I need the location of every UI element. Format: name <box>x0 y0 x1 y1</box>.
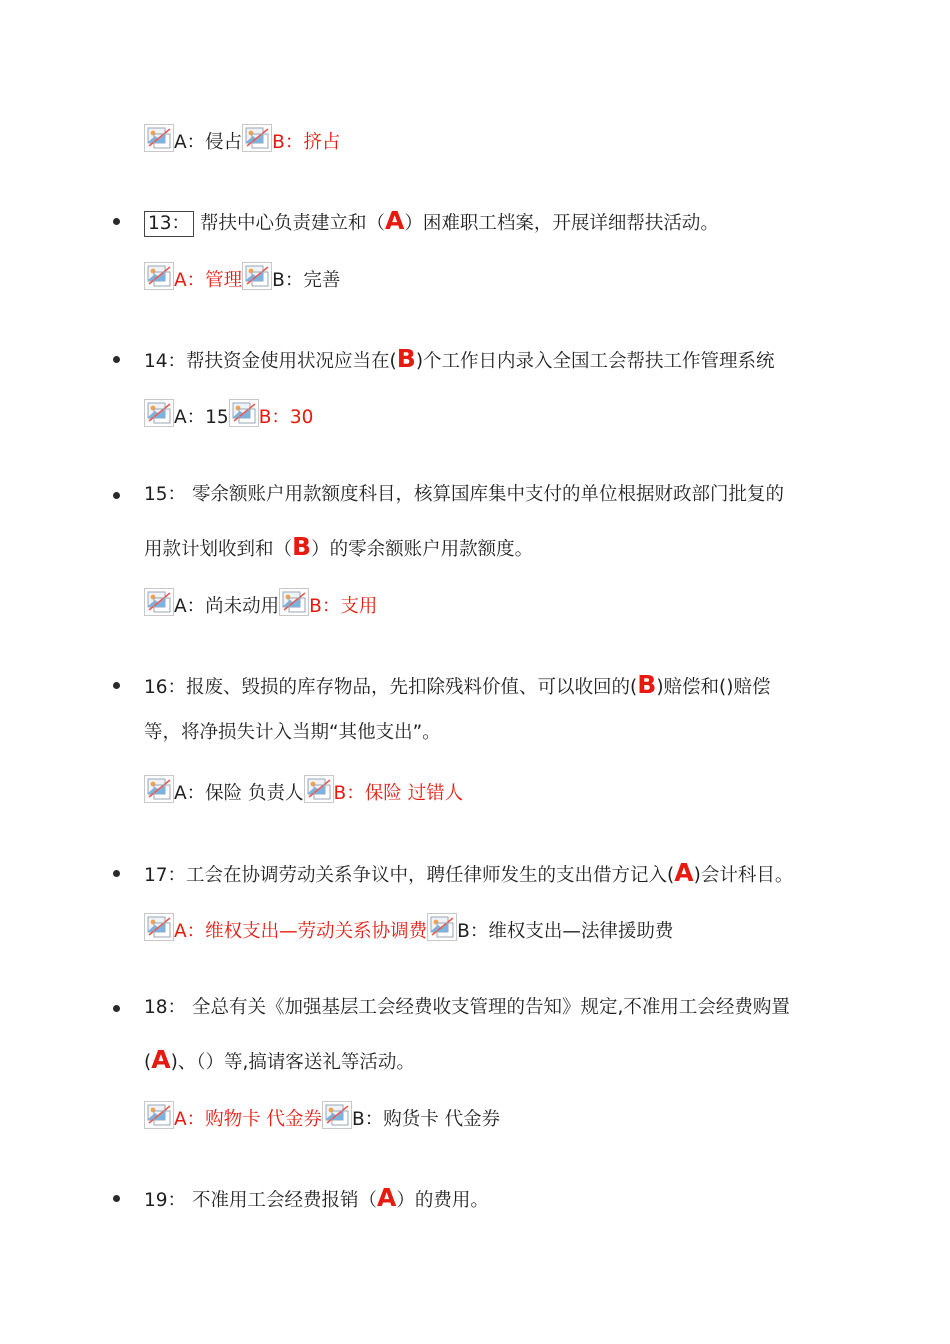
question-number: 15： <box>144 484 187 505</box>
question-number: 14： <box>144 351 187 372</box>
bullet <box>113 1195 120 1202</box>
question-text-before: 用款计划收到和（ <box>144 539 293 560</box>
option-b: B：挤占 <box>272 132 341 153</box>
option-a: A：维权支出—劳动关系协调费 <box>174 921 428 942</box>
q13-options <box>144 262 340 296</box>
bullet <box>113 492 120 499</box>
question-19 <box>144 1183 489 1216</box>
option-b: B：支用 <box>309 596 378 617</box>
option-a: A：管理 <box>174 270 243 291</box>
question-text: 零余额账户用款额度科目，核算国库集中支付的单位根据财政部门批复的 <box>191 484 784 505</box>
broken-image-icon <box>242 124 272 152</box>
broken-image-glyph <box>146 915 172 939</box>
question-number: 18： <box>144 997 187 1018</box>
question-15-line2 <box>144 532 533 565</box>
broken-image-icon <box>279 588 309 616</box>
question-16-line2 <box>144 718 441 748</box>
broken-image-icon <box>322 1101 352 1129</box>
q15-options <box>144 588 377 622</box>
answer-mark: A <box>376 1183 397 1212</box>
question-text-after: )赔偿和()赔偿 <box>656 677 771 698</box>
question-18-line2 <box>144 1045 415 1078</box>
question-16-line1 <box>144 670 771 703</box>
answer-mark: A <box>674 858 694 887</box>
question-number: 17： <box>144 865 187 886</box>
question-text-before: 帮扶资金使用状况应当在( <box>186 351 397 372</box>
broken-image-icon <box>144 913 174 941</box>
answer-mark: B <box>637 670 657 699</box>
broken-image-glyph <box>231 401 257 425</box>
broken-image-icon <box>242 262 272 290</box>
broken-image-glyph <box>146 777 172 801</box>
question-text-before: 报废、毁损的库存物品，先扣除残料价值、可以收回的( <box>186 677 638 698</box>
option-b: B：维权支出—法律援助费 <box>457 921 674 942</box>
question-text-before: 帮扶中心负责建立和（ <box>199 213 385 234</box>
q16-options <box>144 775 463 809</box>
question-15-line1 <box>144 480 784 510</box>
option-a: A：15 <box>174 407 229 428</box>
question-number: 16： <box>144 677 187 698</box>
question-text: 等，将净损失计入当期“其他支出”。 <box>144 722 441 743</box>
broken-image-glyph <box>146 264 172 288</box>
answer-mark: A <box>151 1045 171 1074</box>
broken-image-glyph <box>324 1103 350 1127</box>
q17-options <box>144 913 673 947</box>
question-text-before: ( <box>144 1052 152 1073</box>
question-text-after: )会计科目。 <box>693 865 794 886</box>
question-13 <box>144 206 719 239</box>
question-text-before: 工会在协调劳动关系争议中，聘任律师发生的支出借方记入( <box>186 865 675 886</box>
broken-image-icon <box>144 1101 174 1129</box>
option-a: A：购物卡 代金券 <box>174 1109 323 1130</box>
bullet <box>113 1005 120 1012</box>
broken-image-icon <box>144 399 174 427</box>
option-b: B：30 <box>258 407 314 428</box>
broken-image-glyph <box>146 590 172 614</box>
option-b: B：完善 <box>272 270 341 291</box>
broken-image-icon <box>144 124 174 152</box>
broken-image-glyph <box>244 126 270 150</box>
bullet <box>113 870 120 877</box>
question-text-after: ）的零余额账户用款额度。 <box>311 539 534 560</box>
q12-options <box>144 124 340 158</box>
question-text: 全总有关《加强基层工会经费收支管理的告知》规定,不准用工会经费购置 <box>191 997 790 1018</box>
broken-image-icon <box>427 913 457 941</box>
option-a: A：尚未动用 <box>174 596 280 617</box>
question-18-line1 <box>144 993 790 1023</box>
broken-image-glyph <box>281 590 307 614</box>
question-text-after: ）困难职工档案，开展详细帮扶活动。 <box>404 213 719 234</box>
broken-image-glyph <box>244 264 270 288</box>
question-text-after: ）的费用。 <box>396 1190 489 1211</box>
broken-image-icon <box>144 262 174 290</box>
q14-options <box>144 399 313 433</box>
broken-image-glyph <box>146 401 172 425</box>
question-17 <box>144 858 793 891</box>
broken-image-icon <box>229 399 259 427</box>
bullet <box>113 682 120 689</box>
broken-image-glyph <box>146 126 172 150</box>
q18-options <box>144 1101 500 1135</box>
broken-image-glyph <box>306 777 332 801</box>
answer-mark: B <box>396 344 416 373</box>
bullet <box>113 218 120 225</box>
question-text-before: 不准用工会经费报销（ <box>191 1190 377 1211</box>
question-text-after: )个工作日内录入全国工会帮扶工作管理系统 <box>415 351 775 372</box>
question-14 <box>144 344 775 377</box>
broken-image-glyph <box>429 915 455 939</box>
broken-image-icon <box>144 775 174 803</box>
broken-image-icon <box>304 775 334 803</box>
answer-mark: A <box>384 206 405 235</box>
broken-image-glyph <box>146 1103 172 1127</box>
answer-mark: B <box>292 532 312 561</box>
question-number: 13： <box>144 211 194 237</box>
question-text-after: )、（）等,搞请客送礼等活动。 <box>170 1052 415 1073</box>
broken-image-icon <box>144 588 174 616</box>
option-b: B：保险 过错人 <box>333 783 464 804</box>
option-a: A：侵占 <box>174 132 243 153</box>
bullet <box>113 356 120 363</box>
option-a: A：保险 负责人 <box>174 783 304 804</box>
option-b: B：购货卡 代金券 <box>352 1109 501 1130</box>
question-number: 19： <box>144 1190 187 1211</box>
